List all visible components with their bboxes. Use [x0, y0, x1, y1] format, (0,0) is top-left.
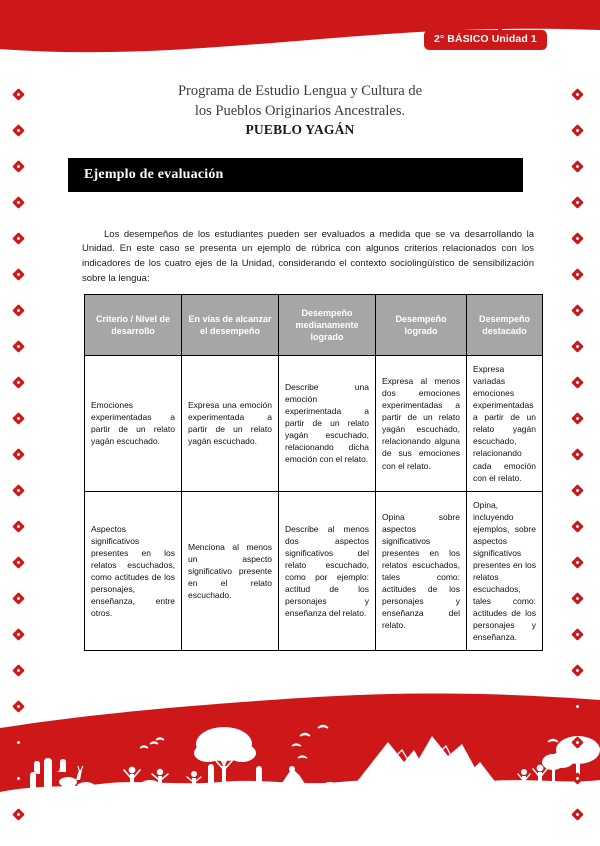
diamond-marker — [571, 340, 584, 353]
diamond-marker — [571, 268, 584, 281]
right-diamond-rail — [573, 90, 587, 846]
diamond-marker — [12, 628, 25, 641]
diamond-marker — [571, 304, 584, 317]
page-title — [80, 82, 520, 139]
diamond-marker — [12, 700, 25, 713]
column-header-en-vias: En vías de alcanzar el desempeño — [182, 295, 279, 356]
diamond-marker — [571, 376, 584, 389]
diamond-marker — [12, 736, 25, 749]
diamond-marker — [12, 304, 25, 317]
diamond-marker — [12, 232, 25, 245]
diamond-marker — [12, 160, 25, 173]
diamond-marker — [12, 196, 25, 209]
section-heading-bar — [68, 158, 523, 192]
diamond-marker — [571, 520, 584, 533]
cell-medianamente: Describe al menos dos aspectos significativos del relato escuchado, como por ejemplo: actitud de los personajes y enseñanza del relato. — [279, 491, 376, 651]
title-line-1: Programa de Estudio Lengua y Cultura de — [177, 83, 423, 99]
diamond-marker — [571, 592, 584, 605]
diamond-marker — [571, 124, 584, 137]
diamond-marker — [12, 592, 25, 605]
diamond-marker — [571, 556, 584, 569]
diamond-marker — [571, 196, 584, 209]
diamond-marker — [12, 124, 25, 137]
diamond-marker — [12, 448, 25, 461]
diamond-marker — [571, 484, 584, 497]
column-header-medianamente-logrado: Desempeño medianamente logrado — [279, 295, 376, 356]
cell-destacado: Expresa variadas emociones experimentadas a partir de un relato yagán escuchado, relacionando cada emoción con el relato. — [467, 356, 543, 492]
rubric-table — [84, 294, 543, 651]
section-heading-label: Ejemplo de evaluación — [84, 167, 224, 182]
diamond-marker — [12, 772, 25, 785]
diamond-marker — [571, 808, 584, 821]
left-diamond-rail — [14, 90, 28, 846]
cell-en-vias: Menciona al menos un aspecto significativo presente en el relato escuchado. — [182, 491, 279, 651]
table-row — [85, 356, 543, 492]
diamond-marker — [12, 664, 25, 677]
cell-medianamente: Describe una emoción experimentada a partir de un relato yagán escuchado, relacionando dicha emoción con el relato. — [279, 356, 376, 492]
diamond-marker — [571, 232, 584, 245]
title-pueblo: PUEBLO YAGÁN — [245, 122, 355, 138]
column-header-criterio: Criterio / Nivel de desarrollo — [85, 295, 182, 356]
unit-badge: 2° BÁSICO Unidad 1 — [424, 30, 547, 50]
diamond-marker — [571, 160, 584, 173]
diamond-marker — [571, 772, 584, 785]
cell-criterio: Emociones experimentadas a partir de un relato yagán escuchado. — [85, 356, 182, 492]
cell-criterio: Aspectos significativos presentes en los relatos escuchados, como actitudes de los personajes, enseñanza, entre otros. — [85, 491, 182, 651]
diamond-marker — [12, 520, 25, 533]
diamond-marker — [12, 412, 25, 425]
diamond-marker — [571, 628, 584, 641]
cell-logrado: Opina sobre aspectos significativos presentes en los relatos escuchados, tales como: actitudes de los personajes y enseñanza del relato. — [376, 491, 467, 651]
diamond-marker — [571, 448, 584, 461]
table-row — [85, 491, 543, 651]
diamond-marker — [571, 88, 584, 101]
diamond-marker — [571, 412, 584, 425]
cell-logrado: Expresa al menos dos emociones experimentadas a partir de un relato yagán escuchado, relacionando alguna de sus emociones con el relato. — [376, 356, 467, 492]
cell-en-vias: Expresa una emoción experimentada a partir de un relato yagán escuchado. — [182, 356, 279, 492]
diamond-marker — [12, 376, 25, 389]
cell-destacado: Opina, incluyendo ejemplos, sobre aspectos significativos presentes en los relatos escuchados, tales como: actitudes de los personajes y enseñanza. — [467, 491, 543, 651]
diamond-marker — [12, 484, 25, 497]
diamond-marker — [12, 556, 25, 569]
column-header-logrado: Desempeño logrado — [376, 295, 467, 356]
column-header-destacado: Desempeño destacado — [467, 295, 543, 356]
diamond-marker — [12, 268, 25, 281]
bottom-red-band — [0, 670, 600, 800]
diamond-marker — [571, 700, 584, 713]
title-line-2: los Pueblos Originarios Ancestrales. — [194, 102, 406, 119]
diamond-marker — [12, 808, 25, 821]
intro-paragraph: Los desempeños de los estudiantes pueden ser evaluados a medida que se va desarrollando la Unidad. En este caso se presenta un ejemplo de rúbrica con algunos criterios relacionados con los indicadores de los cuatro ejes de la Unidad, considerando el contexto sociolingüístico de sensibilización sobre la lengua: — [82, 228, 534, 284]
diamond-marker — [12, 340, 25, 353]
table-header-row — [85, 295, 543, 356]
diamond-marker — [571, 736, 584, 749]
diamond-marker — [571, 664, 584, 677]
diamond-marker — [12, 88, 25, 101]
